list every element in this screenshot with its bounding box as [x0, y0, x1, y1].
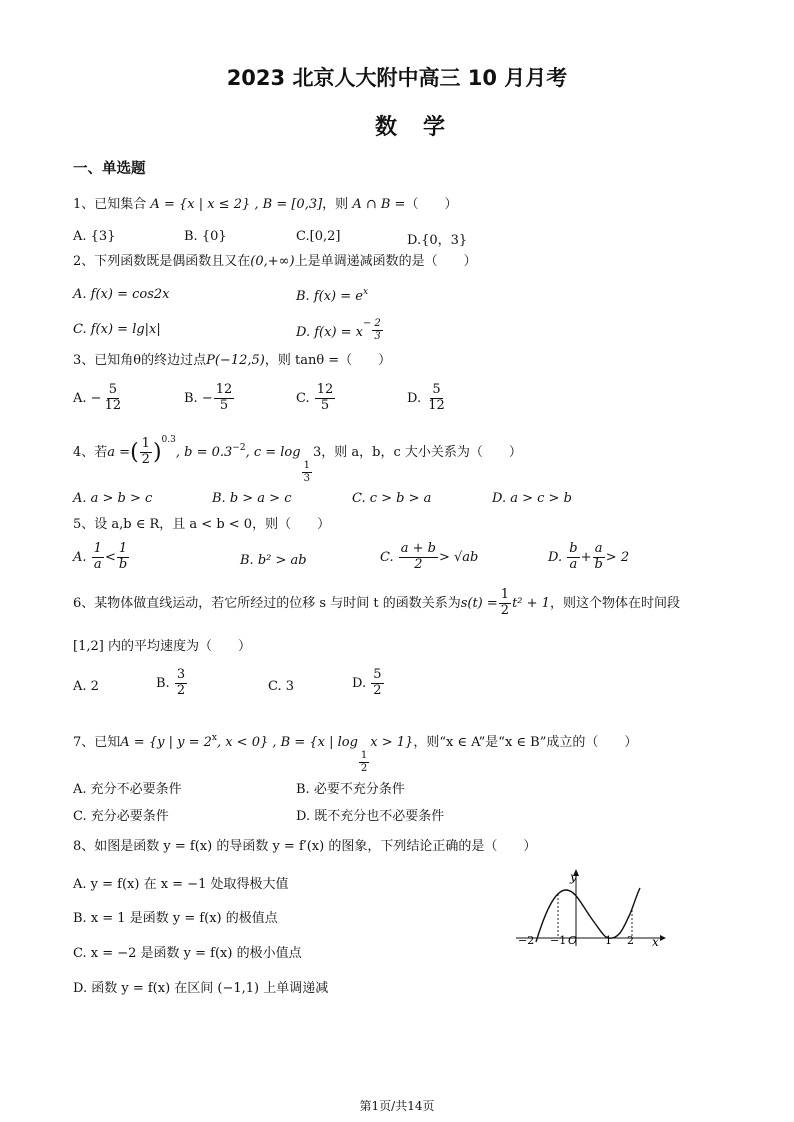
- q4-option-a: A. a > b > c: [73, 491, 153, 506]
- tick-minus-1: −1: [550, 934, 567, 947]
- q4-option-c: C. c > b > a: [352, 491, 432, 506]
- q6-option-c: C. 3: [268, 679, 295, 694]
- q3-option-a: A. − $\frac{5}{12}$: [73, 382, 122, 413]
- q8-option-c: C. x = −2 是函数 y = f(x) 的极小值点: [73, 946, 302, 961]
- q2-option-d: D. f(x) = x− $\frac{2}{3}$: [296, 318, 381, 342]
- q6-option-d: D. $\frac{5}{2}$: [352, 667, 382, 698]
- q7-option-b: B. 必要不充分条件: [296, 782, 405, 797]
- q2-option-b: B. $f(x) = e^x$: [296, 287, 369, 304]
- q5-option-d: D. $\frac{b}{a}$ + $\frac{a}{b}$ > 2: [548, 541, 630, 572]
- page-footer: 第1页/共14页: [359, 1099, 435, 1113]
- q5-option-b: B. b² > ab: [240, 553, 307, 568]
- q5-option-a: A. $\frac{1}{a}$ < $\frac{1}{b}$: [73, 541, 128, 572]
- q1-option-c: C.[0,2]: [296, 229, 341, 244]
- question-8: 8、如图是函数 y = f(x) 的导函数 y = f′(x) 的图象，下列结论正确的是（ ）: [73, 839, 537, 854]
- q8-option-b: B. x = 1 是函数 y = f(x) 的极值点: [73, 911, 278, 926]
- question-2: 2、下列函数既是偶函数且又在(0,+∞)上是单调递减函数的是（ ）: [73, 254, 477, 269]
- derivative-graph: [510, 866, 670, 950]
- q4-option-d: D. a > c > b: [492, 491, 572, 506]
- question-4: 4、若a =( $\frac{1}{2}$ )$^{0.3}$, $b = 0.3^{-2}$, c = log $\frac{1}{3}$ 3，则 a，b，c 大小关系为（ ）: [73, 435, 522, 484]
- q8-option-d: D. 函数 y = f(x) 在区间 (−1,1) 上单调递减: [73, 981, 329, 996]
- exam-title: 2023 北京人大附中高三 10 月月考: [226, 66, 568, 90]
- tick-origin: O: [568, 934, 578, 947]
- q7-option-d: D. 既不充分也不必要条件: [296, 809, 445, 824]
- q3-option-d: D. $\frac{5}{12}$: [407, 382, 445, 413]
- question-5: 5、设 a,b ∈ R，且 a < b < 0，则（ ）: [73, 517, 331, 532]
- q5-option-c: C. $\frac{a + b}{2}$ > √ab: [380, 541, 479, 572]
- question-7: 7、已知A = {y | $y = 2^x$, x < 0} , B = {x | log $\frac{1}{2}$ x > 1}，则“x ∈ A”是“x ∈ B”成立的（ ）: [73, 733, 638, 774]
- q6-option-b: B. $\frac{3}{2}$: [156, 667, 186, 698]
- q2-option-a: A. f(x) = cos2x: [73, 287, 170, 302]
- q7-option-a: A. 充分不必要条件: [73, 782, 182, 797]
- y-axis-label: y: [570, 870, 577, 884]
- q2-option-c: C. f(x) = lg|x|: [73, 322, 161, 337]
- q8-option-a: A. y = f(x) 在 x = −1 处取得极大值: [73, 877, 289, 892]
- question-1: 1、已知集合 A = {x | x ≤ 2} , B = [0,3]，则 A ∩ B =（ ）: [73, 197, 458, 212]
- x-axis-label: x: [652, 935, 659, 949]
- tick-minus-2: −2: [518, 934, 535, 947]
- q3-option-c: C. $\frac{12}{5}$: [296, 382, 334, 413]
- subject-title: 数学: [374, 115, 471, 140]
- question-6-line2: [1,2] 内的平均速度为（ ）: [73, 639, 251, 654]
- q1-option-a: A. {3}: [73, 229, 116, 244]
- tick-1: 1: [605, 934, 612, 947]
- q7-option-c: C. 充分必要条件: [73, 809, 169, 824]
- q3-option-b: B. − $\frac{12}{5}$: [184, 382, 233, 413]
- tick-2: 2: [627, 934, 634, 947]
- question-3: 3、已知角θ的终边过点P(−12,5)，则 tanθ =（ ）: [73, 353, 392, 368]
- q1-option-b: B. {0}: [184, 229, 227, 244]
- question-6: 6、某物体做直线运动，若它所经过的位移 s 与时间 t 的函数关系为s(t) = $\frac{1}{2}$ t² + 1，则这个物体在时间段: [73, 587, 680, 618]
- section-heading: 一、单选题: [73, 161, 146, 177]
- q1-option-d: D.{0，3}: [407, 233, 468, 248]
- x-axis-arrow: [660, 935, 666, 941]
- q4-option-b: B. b > a > c: [212, 491, 292, 506]
- q6-option-a: A. 2: [73, 679, 99, 694]
